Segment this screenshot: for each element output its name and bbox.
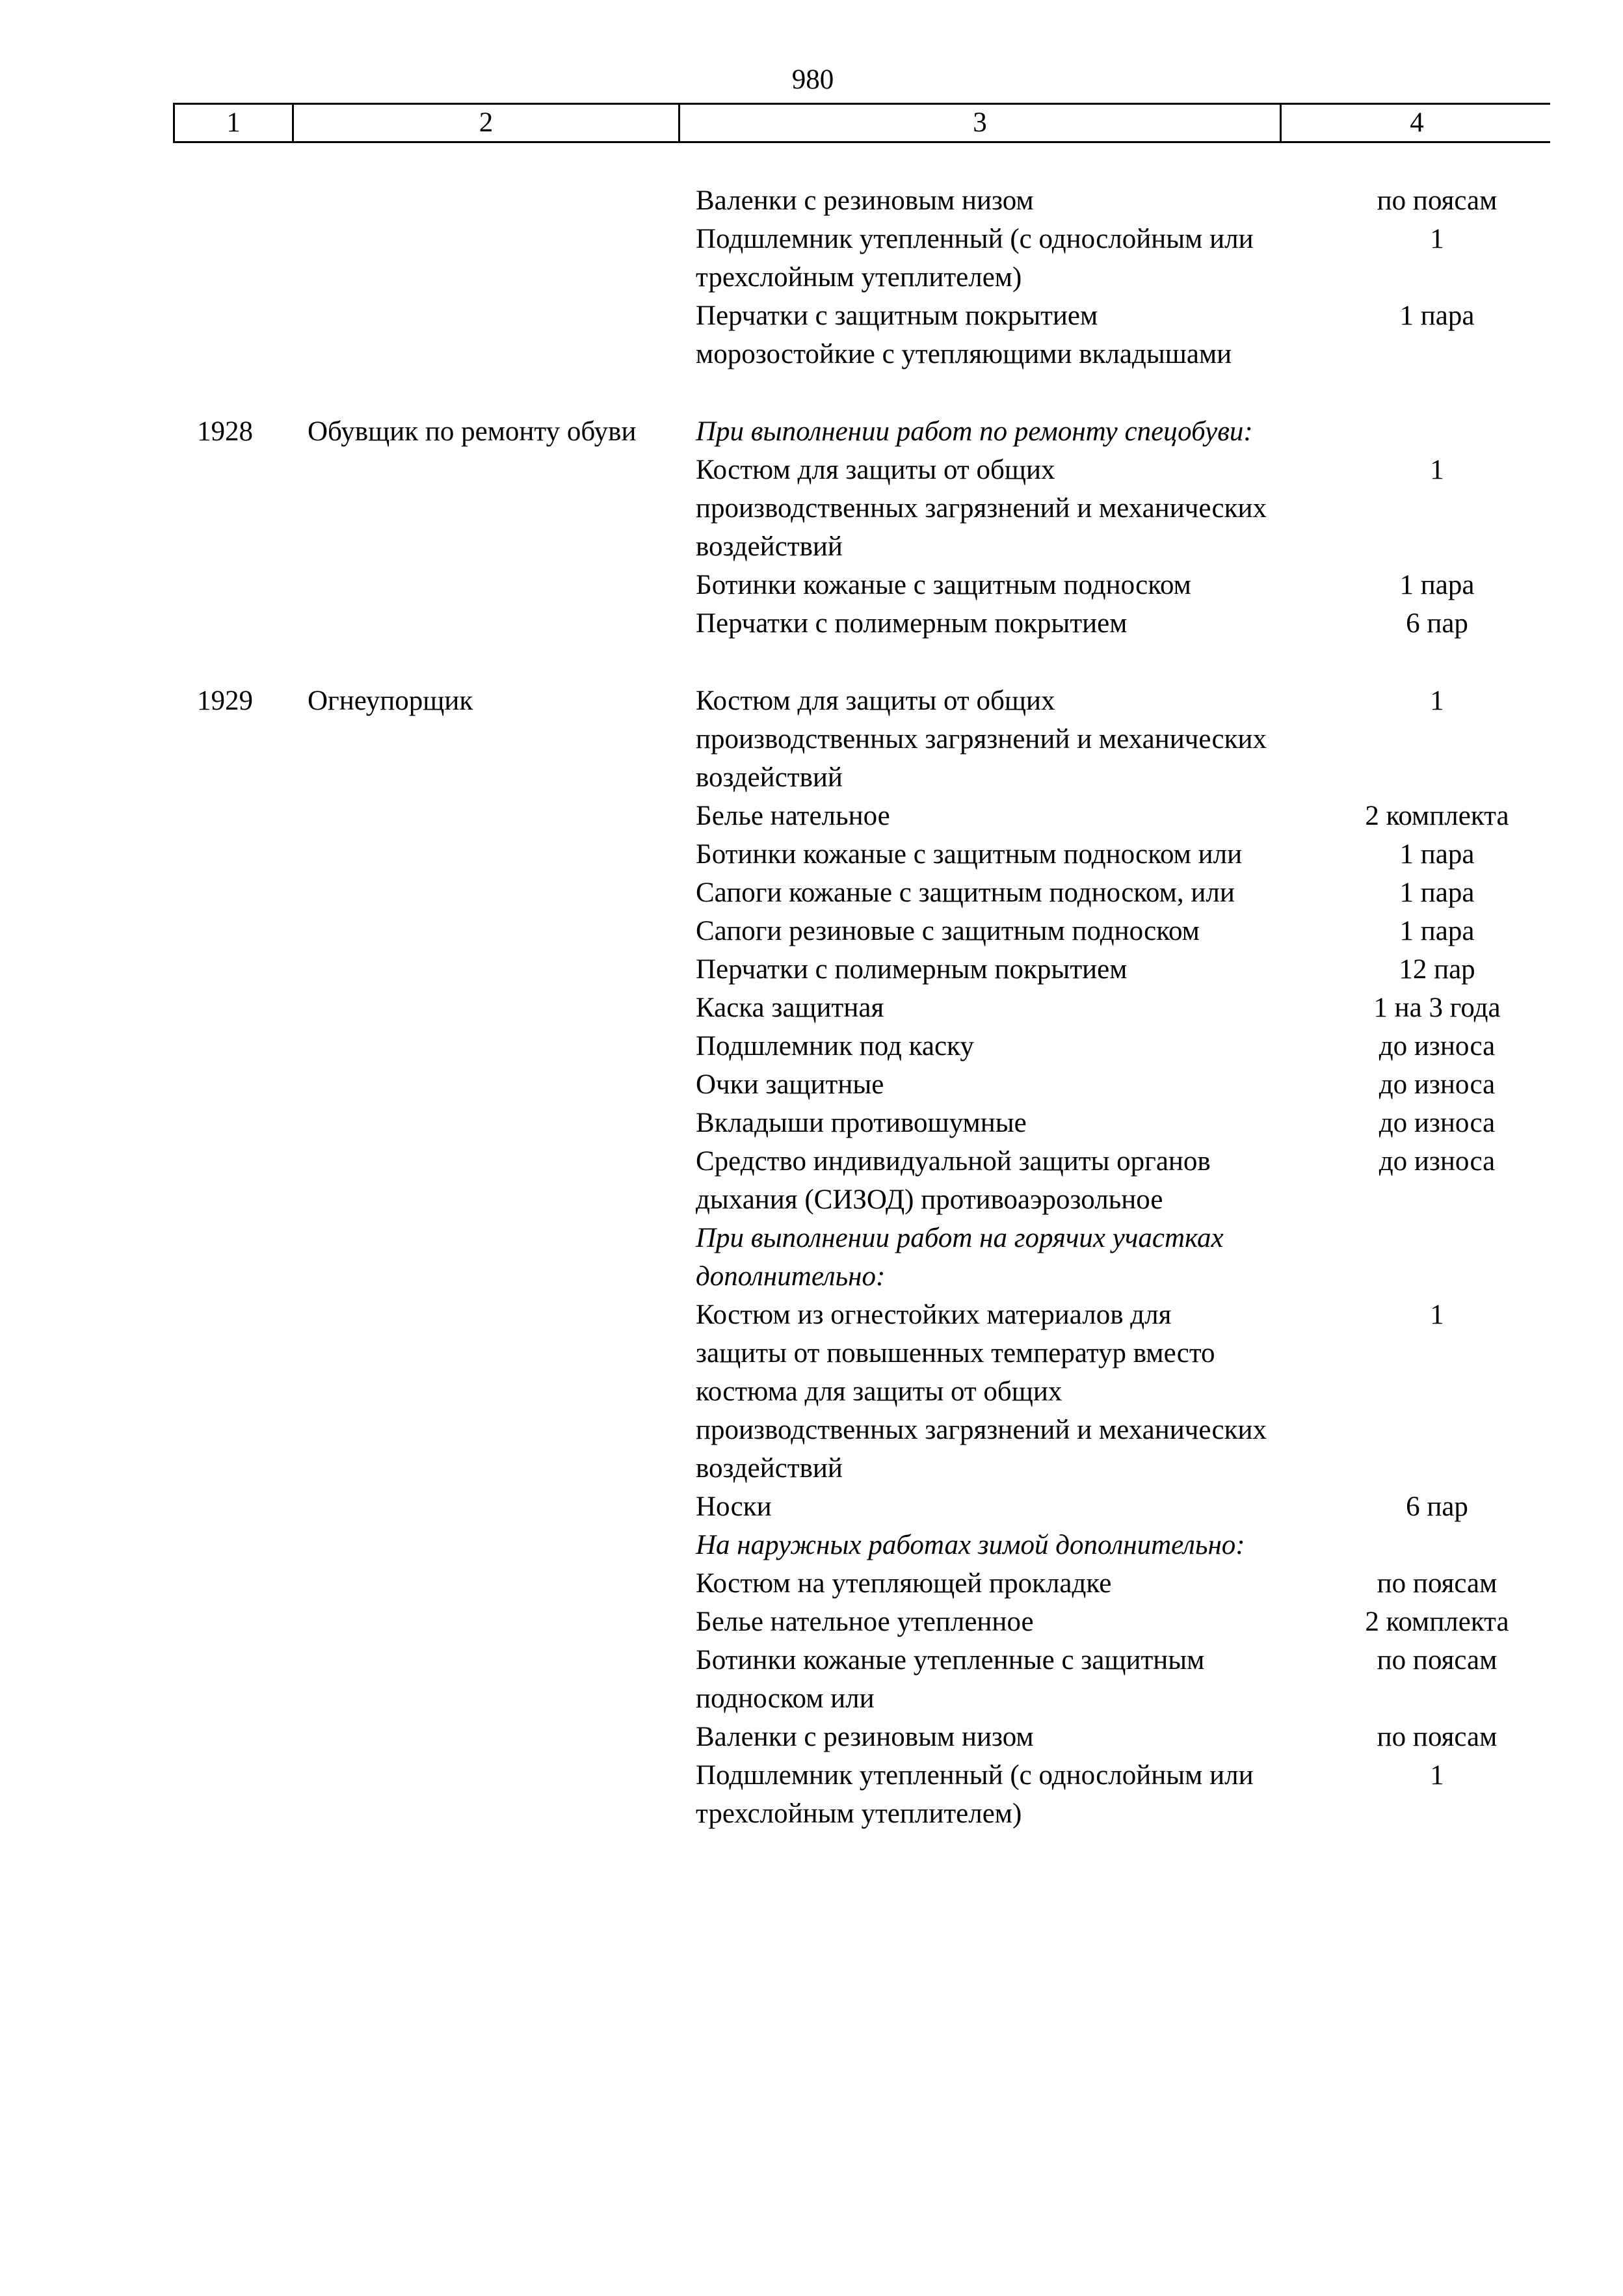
table-header-row: [173, 103, 1550, 143]
ppe-description: Вкладыши противошумные: [696, 1108, 1027, 1138]
ppe-description: Очки защитные: [696, 1069, 884, 1100]
ppe-item: [696, 412, 1281, 451]
ppe-quantity: до износа: [1379, 1146, 1496, 1177]
ppe-quantity: по поясам: [1377, 185, 1498, 216]
ppe-description: Валенки с резиновым низом: [696, 1722, 1034, 1752]
ppe-item: [696, 1641, 1498, 1718]
ppe-quantity: 1 пара: [1399, 916, 1475, 946]
table-body: [0, 181, 1623, 1833]
ppe-description: Подшлемник утепленный (с однослойным или трехслойным утеплителем): [696, 1760, 1254, 1829]
ppe-description: Костюм на утепляющей прокладке: [696, 1568, 1112, 1599]
ppe-item: [696, 1488, 1468, 1526]
ppe-quantity: 1: [1430, 1300, 1444, 1330]
ppe-quantity: по поясам: [1377, 1722, 1498, 1752]
ppe-item: [696, 1296, 1444, 1488]
table-row-1929: [0, 682, 1623, 1833]
ppe-item: [696, 1603, 1509, 1641]
ppe-item: [696, 682, 1444, 797]
ppe-item: [696, 1756, 1444, 1833]
ppe-item: [696, 1564, 1498, 1603]
ppe-item: [696, 220, 1444, 297]
ppe-list: [696, 181, 1498, 373]
ppe-description: Каска защитная: [696, 993, 884, 1023]
ppe-item: [696, 912, 1475, 950]
ppe-description: Белье нательное утепленное: [696, 1607, 1034, 1637]
ppe-description: Костюм для защиты от общих производственных загрязнений и механических воздействий: [696, 686, 1267, 793]
ppe-item: [696, 950, 1475, 989]
ppe-item: [696, 874, 1475, 912]
ppe-description: Сапоги кожаные с защитным подноском, или: [696, 877, 1235, 908]
table-row-1928: [0, 412, 1623, 643]
ppe-quantity: до износа: [1379, 1108, 1496, 1138]
ppe-quantity: до износа: [1379, 1031, 1496, 1061]
ppe-quantity: 12 пар: [1399, 954, 1475, 985]
ppe-section-heading: При выполнении работ по ремонту спецобуви:: [696, 416, 1253, 447]
header-col-1: 1: [175, 105, 294, 141]
ppe-description: Средство индивидуальной защиты органов дыхания (СИЗОД) противоаэрозольное: [696, 1146, 1211, 1215]
ppe-quantity: 2 комплекта: [1365, 801, 1509, 831]
ppe-description: Ботинки кожаные утепленные с защитным подноском или: [696, 1645, 1205, 1714]
ppe-description: Перчатки с полимерным покрытием: [696, 608, 1128, 639]
page-number: 980: [791, 64, 834, 95]
ppe-description: Ботинки кожаные с защитным подноском: [696, 570, 1191, 600]
ppe-list: [696, 682, 1509, 1833]
ppe-description: Перчатки с защитным покрытием морозостойкие с утепляющими вкладышами: [696, 300, 1232, 369]
ppe-item: [696, 1219, 1281, 1296]
ppe-list: [696, 412, 1475, 643]
ppe-item: [696, 1065, 1496, 1104]
ppe-quantity: 1 на 3 года: [1373, 993, 1501, 1023]
ppe-quantity: по поясам: [1377, 1568, 1498, 1599]
ppe-item: [696, 1718, 1498, 1756]
ppe-description: Сапоги резиновые с защитным подноском: [696, 916, 1200, 946]
ppe-quantity: 1 пара: [1399, 570, 1475, 600]
profession-name: Обувщик по ремонту обуви: [308, 416, 637, 447]
ppe-item: [696, 1027, 1496, 1065]
ppe-description: Ботинки кожаные с защитным подноском или: [696, 839, 1243, 870]
ppe-item: [696, 451, 1444, 566]
ppe-quantity: 2 комплекта: [1365, 1607, 1509, 1637]
ppe-quantity: 1: [1430, 1760, 1444, 1791]
ppe-description: Костюм из огнестойких материалов для защиты от повышенных температур вместо костюма для защиты от общих производственных загрязнений и механических воздействий: [696, 1300, 1267, 1484]
header-col-3: 3: [680, 105, 1282, 141]
header-col-2: 2: [294, 105, 680, 141]
ppe-quantity: 1 пара: [1399, 300, 1475, 331]
ppe-item: [696, 797, 1509, 835]
ppe-description: Костюм для защиты от общих производственных загрязнений и механических воздействий: [696, 455, 1267, 562]
ppe-quantity: 6 пар: [1406, 608, 1468, 639]
ppe-quantity: 1: [1430, 686, 1444, 716]
ppe-description: Валенки с резиновым низом: [696, 185, 1034, 216]
ppe-item: [696, 181, 1498, 220]
entry-number: 1928: [197, 416, 253, 447]
ppe-item: [696, 566, 1475, 604]
ppe-quantity: 1: [1430, 224, 1444, 254]
ppe-quantity: 1: [1430, 455, 1444, 485]
profession-name: Огнеупорщик: [308, 686, 473, 716]
table-row-continuation: [0, 181, 1623, 373]
ppe-quantity: 6 пар: [1406, 1491, 1468, 1522]
header-col-4: 4: [1410, 107, 1424, 138]
ppe-item: [696, 1526, 1281, 1564]
ppe-quantity: до износа: [1379, 1069, 1496, 1100]
ppe-item: [696, 1142, 1496, 1219]
ppe-item: [696, 989, 1501, 1027]
ppe-item: [696, 835, 1475, 874]
ppe-item: [696, 604, 1468, 643]
entry-number: 1929: [197, 686, 253, 716]
ppe-description: Белье нательное: [696, 801, 890, 831]
ppe-section-heading: На наружных работах зимой дополнительно:: [696, 1530, 1245, 1560]
ppe-description: Перчатки с полимерным покрытием: [696, 954, 1128, 985]
ppe-description: Носки: [696, 1491, 772, 1522]
ppe-description: Подшлемник утепленный (с однослойным или трехслойным утеплителем): [696, 224, 1254, 293]
ppe-description: Подшлемник под каску: [696, 1031, 974, 1061]
ppe-quantity: 1 пара: [1399, 877, 1475, 908]
ppe-section-heading: При выполнении работ на горячих участках дополнительно:: [696, 1223, 1224, 1292]
ppe-quantity: 1 пара: [1399, 839, 1475, 870]
ppe-item: [696, 297, 1475, 373]
ppe-item: [696, 1104, 1496, 1142]
ppe-quantity: по поясам: [1377, 1645, 1498, 1675]
